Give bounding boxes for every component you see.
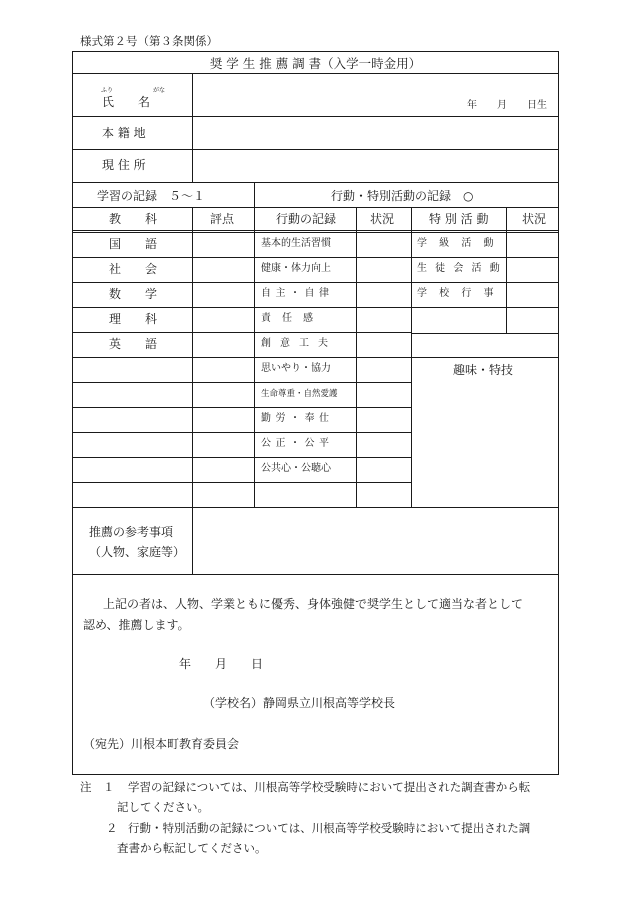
behavior-5: 創意工夫 bbox=[261, 338, 337, 349]
behavior-2: 健康・体力向上 bbox=[261, 263, 331, 274]
genjusho-label: 現 住 所 bbox=[102, 158, 146, 172]
note-1-number: 注 １ bbox=[80, 780, 115, 794]
name-ruby-1: ふり bbox=[101, 87, 114, 94]
gakushu-header: 学習の記録 ５～１ bbox=[97, 189, 206, 203]
koudou-kiroku-header: 行動の記録 bbox=[276, 212, 337, 226]
special-activity-1: 学 級 活 動 bbox=[417, 238, 499, 249]
joukyou-header-2: 状況 bbox=[522, 212, 547, 226]
tokubetsu-header: 特 別 活 動 bbox=[429, 212, 489, 226]
behavior-7: 生命尊重・自然愛護 bbox=[261, 389, 338, 399]
koudou-header: 行動・特別活動の記録 ○ bbox=[331, 189, 474, 203]
school-line: （学校名）静岡県立川根高等学校長 bbox=[203, 696, 396, 710]
birthdate-label: 年 月 日生 bbox=[467, 100, 547, 111]
kyouka-header: 教 科 bbox=[109, 212, 158, 226]
name-label: 氏 名 bbox=[102, 95, 151, 109]
behavior-6: 思いやり・協力 bbox=[261, 363, 331, 374]
note-1-line-2: 記してください。 bbox=[117, 800, 209, 814]
honseki-label: 本 籍 地 bbox=[102, 126, 146, 140]
form-title: 奨 学 生 推 薦 調 書（入学一時金用） bbox=[209, 56, 422, 71]
name-ruby-2: がな bbox=[153, 87, 166, 94]
date-line: 年 月 日 bbox=[179, 657, 264, 671]
statement-line-1: 上記の者は、人物、学業ともに優秀、身体強健で奨学生として適当な者として bbox=[103, 597, 524, 611]
hyouten-header: 評点 bbox=[210, 212, 235, 226]
behavior-8: 勤労・奉仕 bbox=[261, 413, 334, 424]
shumi-label: 趣味・特技 bbox=[453, 363, 514, 377]
remarks-label-1: 推薦の参考事項 bbox=[89, 525, 174, 539]
behavior-10: 公共心・公聴心 bbox=[261, 463, 331, 474]
behavior-9: 公正・公平 bbox=[261, 438, 334, 449]
note-2-line-2: 査書から転記してください。 bbox=[117, 841, 267, 855]
behavior-4: 責任感 bbox=[261, 313, 324, 324]
form-number: 様式第２号（第３条関係） bbox=[80, 34, 218, 48]
subject-kokugo: 国 語 bbox=[109, 237, 158, 251]
remarks-label-2: （人物、家庭等） bbox=[89, 545, 186, 559]
recommendation-form bbox=[72, 51, 559, 775]
note-2-number: ２ bbox=[106, 821, 118, 835]
behavior-3: 自主・自律 bbox=[261, 288, 334, 299]
subject-eigo: 英 語 bbox=[109, 337, 158, 351]
behavior-1: 基本的生活習慣 bbox=[261, 238, 331, 249]
statement-line-2: 認め、推薦します。 bbox=[83, 618, 190, 632]
note-1-line-1: 学習の記録については、川根高等学校受験時において提出された調査書から転 bbox=[128, 780, 531, 794]
special-activity-3: 学 校 行 事 bbox=[417, 288, 499, 299]
joukyou-header-1: 状況 bbox=[370, 212, 395, 226]
subject-sugaku: 数 学 bbox=[109, 287, 158, 301]
subject-rika: 理 科 bbox=[109, 312, 158, 326]
note-2-line-1: 行動・特別活動の記録については、川根高等学校受験時において提出された調 bbox=[128, 821, 531, 835]
subject-shakai: 社 会 bbox=[109, 262, 158, 276]
addressee-line: （宛先）川根本町教育委員会 bbox=[83, 737, 240, 751]
special-activity-2: 生 徒 会 活 動 bbox=[417, 263, 503, 274]
